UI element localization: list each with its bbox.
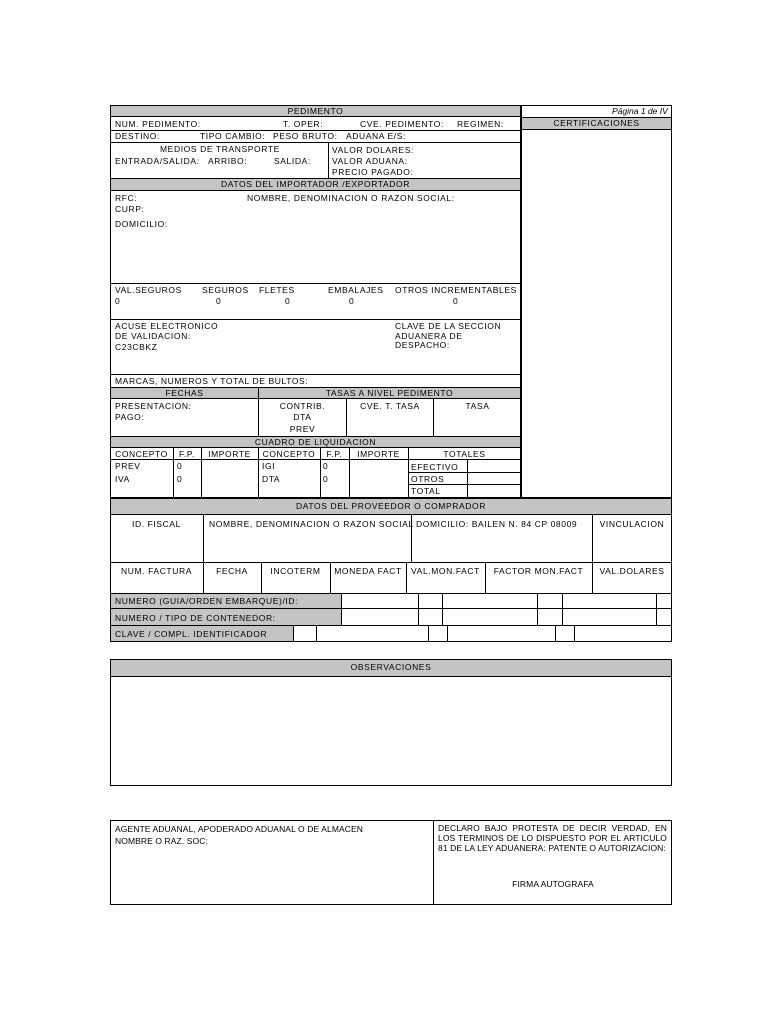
valor-aduana-label: VALOR ADUANA: [332, 156, 408, 166]
clave-seccion-label-2: ADUANERA DE [395, 331, 463, 341]
seguros-value: 0 [216, 296, 222, 306]
val-seguros-label: VAL.SEGUROS [115, 285, 182, 295]
cve-pedimento-label: CVE. PEDIMENTO: [360, 119, 444, 129]
incoterm-label: INCOTERM [270, 566, 321, 576]
liq-fp-header-2: F.P. [326, 449, 343, 459]
declaracion-text: DECLARO BAJO PROTESTA DE DECIR VERDAD, EN LOS TERMINOS DE LO DISPUESTO POR EL ARTICULO 81 DE LA LEY ADUANERA: PATENTE O AUTORIZACION: [438, 823, 667, 853]
t-oper-label: T. OPER: [283, 119, 324, 129]
nombre-proveedor-label: NOMBRE, DENOMINACION O RAZON SOCIAL [209, 519, 414, 529]
liq-row-concepto: DTA [262, 474, 281, 484]
liq-row-concepto: IGI [262, 461, 276, 471]
precio-pagado-label: PRECIO PAGADO: [332, 167, 414, 177]
agente-aduanal-label: AGENTE ADUANAL, APODERADO ADUANAL O DE ALMACEN [115, 824, 364, 834]
firma-autografa-label: FIRMA AUTOGRAFA [512, 879, 594, 889]
contenedor-label: NUMERO / TIPO DE CONTENEDOR: [115, 613, 276, 623]
fechas-header: FECHAS [110, 387, 259, 399]
clave-seccion-label-1: CLAVE DE LA SECCION [395, 321, 502, 331]
embalajes-label: EMBALAJES [328, 285, 384, 295]
importador-header: DATOS DEL IMPORTADOR /EXPORTADOR [110, 178, 521, 191]
liq-importe-header-1: IMPORTE [208, 449, 251, 459]
fletes-value: 0 [285, 296, 291, 306]
pedimento-header: PEDIMENTO [110, 105, 521, 117]
tasas-header: TASAS A NIVEL PEDIMENTO [258, 387, 521, 399]
marcas-label: MARCAS, NUMEROS Y TOTAL DE BULTOS: [115, 376, 309, 386]
liq-totales-header: TOTALES [443, 449, 486, 459]
liq-concepto-header-2: CONCEPTO [262, 449, 316, 459]
peso-bruto-label: PESO BRUTO: [273, 131, 338, 141]
num-factura-label: NUM. FACTURA [121, 566, 192, 576]
id-fiscal-label: ID. FISCAL [132, 519, 181, 529]
embalajes-value: 0 [349, 296, 355, 306]
nombre-razon-social-label: NOMBRE O RAZ. SOC: [115, 836, 208, 846]
valor-dolares-label: VALOR DOLARES: [332, 145, 414, 155]
guia-label: NUMERO (GUIA/ORDEN EMBARQUE)/ID: [115, 596, 299, 606]
tasa-header: TASA [465, 401, 490, 411]
val-dolares-label: VAL.DOLARES [599, 566, 665, 576]
pago-label: PAGO: [115, 412, 145, 422]
contrib-dta: DTA [293, 412, 312, 422]
val-mon-fact-label: VAL.MON.FACT [411, 566, 480, 576]
seguros-label: SEGUROS [202, 285, 249, 295]
presentacion-label: PRESENTACION: [115, 401, 192, 411]
liq-row-fp: 0 [177, 474, 183, 484]
clave-seccion-label-3: DESPACHO: [395, 340, 450, 350]
efectivo-label: EFECTIVO [411, 462, 459, 472]
liq-row-fp: 0 [177, 461, 183, 471]
acuse-label-2: DE VALIDACION: [115, 331, 191, 341]
curp-label: CURP: [115, 204, 145, 214]
certificaciones-column [521, 105, 672, 498]
acuse-value: C23CBKZ [115, 342, 158, 352]
liq-row-fp: 0 [323, 461, 329, 471]
arribo-label: ARRIBO: [208, 156, 248, 166]
tipo-cambio-label: TIPO CAMBIO: [200, 131, 266, 141]
medios-transporte-label: MEDIOS DE TRANSPORTE [160, 144, 280, 154]
otros-label: OTROS [411, 474, 445, 484]
salida-label: SALIDA: [274, 156, 311, 166]
aduana-es-label: ADUANA E/S: [346, 131, 406, 141]
entrada-salida-label: ENTRADA/SALIDA: [115, 156, 200, 166]
cve-t-tasa-header: CVE. T. TASA [360, 401, 420, 411]
vinculacion-label: VINCULACION [599, 519, 665, 529]
domicilio-label: DOMICILIO: [115, 219, 168, 229]
liq-fp-header-1: F.P. [179, 449, 195, 459]
rfc-label: RFC: [115, 193, 138, 203]
liq-row-concepto: IVA [115, 474, 130, 484]
domicilio-proveedor-label: DOMICILIO: BAILEN N. 84 CP 08009 [416, 519, 578, 529]
destino-label: DESTINO: [115, 131, 160, 141]
acuse-label-1: ACUSE ELECTRONICO [115, 321, 219, 331]
observaciones-header: OBSERVACIONES [110, 659, 672, 677]
liq-importe-header-2: IMPORTE [357, 449, 400, 459]
num-pedimento-label: NUM. PEDIMENTO: [115, 119, 201, 129]
fletes-label: FLETES [259, 285, 295, 295]
total-label: TOTAL [411, 486, 441, 496]
observaciones-section [110, 659, 672, 786]
liq-row-concepto: PREV [115, 461, 141, 471]
page-number: Página 1 de IV [612, 106, 668, 116]
clave-identificador-label: CLAVE / COMPL. IDENTIFICADOR [115, 629, 268, 639]
proveedor-header: DATOS DEL PROVEEDOR O COMPRADOR [110, 498, 672, 515]
otros-incrementables-value: 0 [453, 296, 459, 306]
fecha-label: FECHA [216, 566, 248, 576]
regimen-label: REGIMEN: [457, 119, 504, 129]
contrib-prev: PREV [289, 424, 316, 434]
nombre-importador-label: NOMBRE, DENOMINACION O RAZON SOCIAL: [247, 193, 455, 203]
otros-incrementables-label: OTROS INCREMENTABLES [395, 285, 517, 295]
factor-mon-fact-label: FACTOR MON.FACT [493, 566, 584, 576]
liquidacion-header: CUADRO DE LIQUIDACION [110, 436, 521, 448]
certificaciones-header: CERTIFICACIONES [521, 117, 672, 130]
liq-row-fp: 0 [323, 474, 329, 484]
liq-concepto-header-1: CONCEPTO [115, 449, 168, 459]
contrib-header: CONTRIB. [279, 401, 326, 411]
val-seguros-value: 0 [115, 296, 121, 306]
moneda-fact-label: MONEDA FACT [334, 566, 402, 576]
